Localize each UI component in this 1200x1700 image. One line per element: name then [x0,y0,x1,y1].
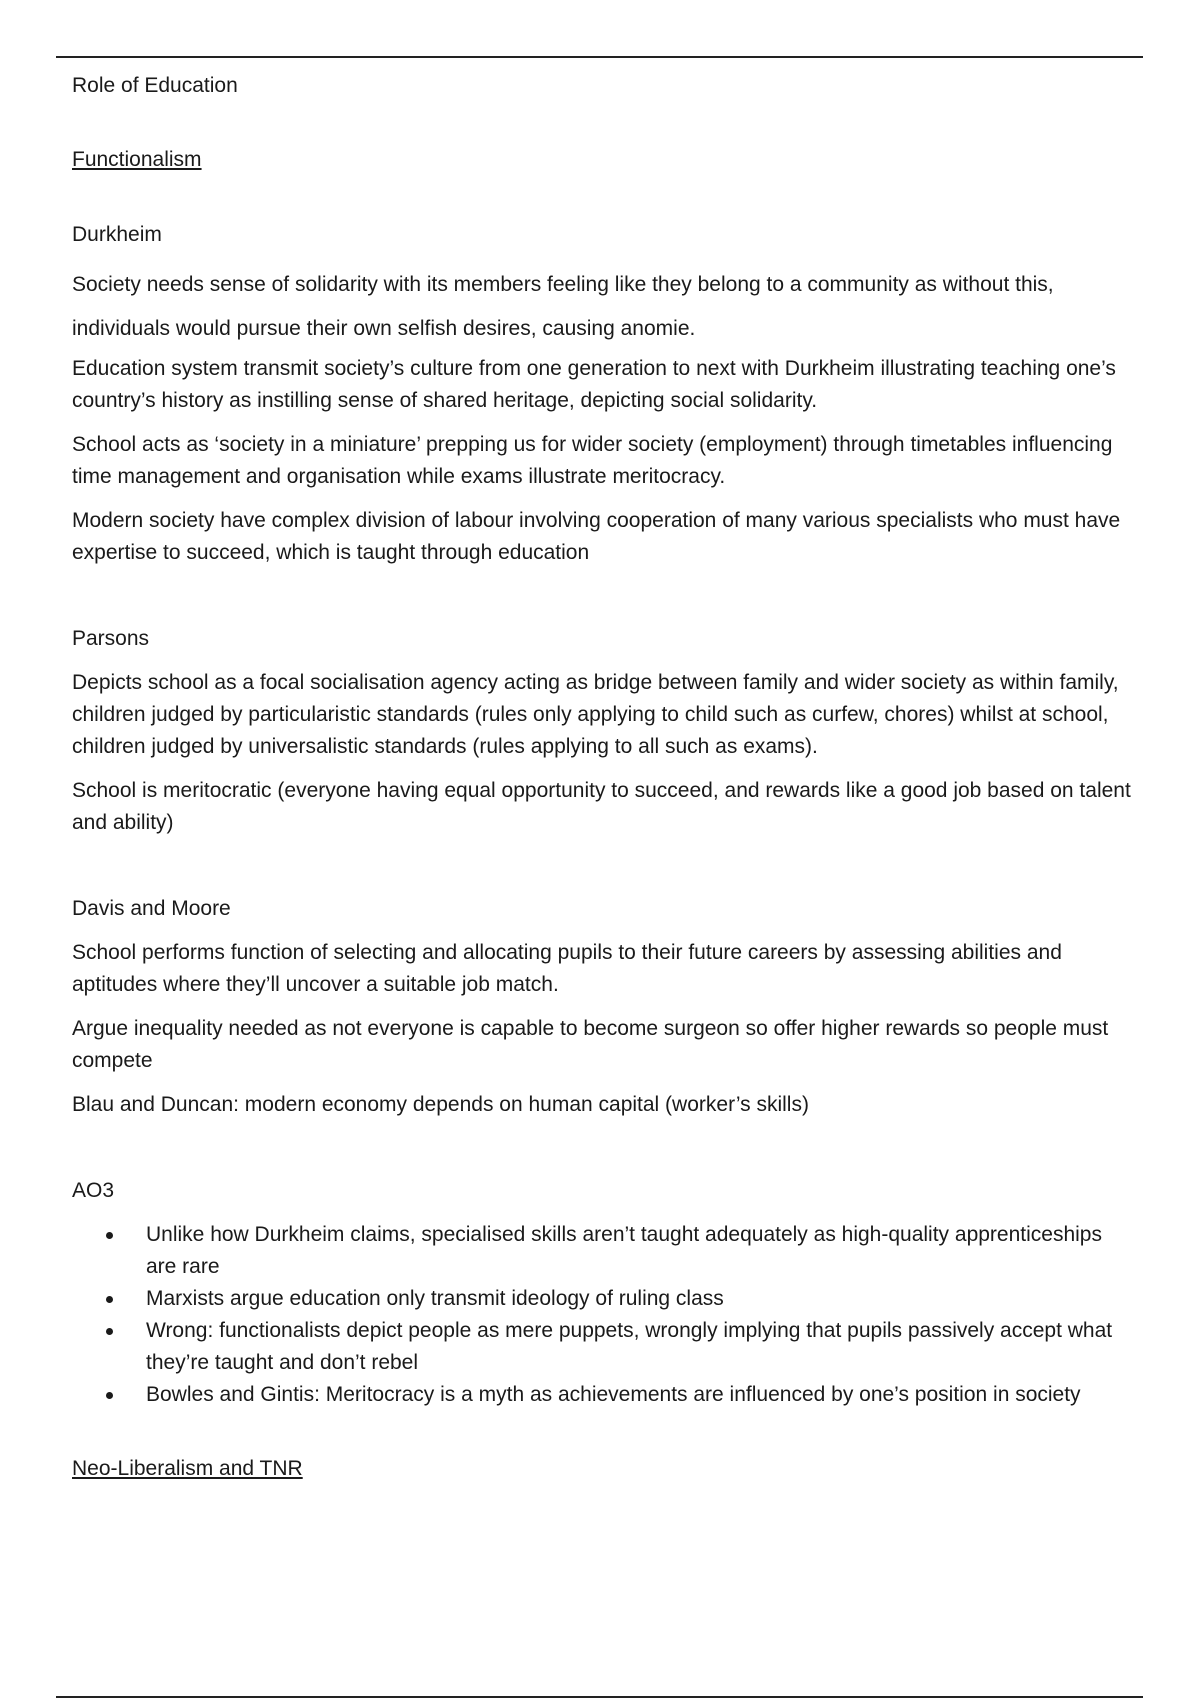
document-body [72,70,1132,1528]
list-item [72,1379,1132,1411]
subheading-ao3: AO3 [72,1179,115,1202]
paragraph: Society needs sense of solidarity with its members feeling like they belong to a community as without this, [72,273,1054,296]
top-border-rule [56,56,1143,58]
durkheim-section [72,219,1132,569]
paragraph: School is meritocratic (everyone having equal opportunity to succeed, and rewards like a good job based on talent and ability) [72,779,1131,834]
spacer [72,1133,1132,1175]
paragraph: School acts as ‘society in a miniature’ prepping us for wider society (employment) through timetables influencing time management and organisation while exams illustrate meritocracy. [72,433,1113,488]
ao3-section [72,1175,1132,1411]
bullet-icon [106,1392,113,1399]
subheading-davis-and-moore: Davis and Moore [72,897,231,920]
section-heading-neo-liberalism: Neo-Liberalism and TNR [72,1457,303,1480]
paragraph: Modern society have complex division of labour involving cooperation of many various specialists who must have expertise to succeed, which is taught through education [72,509,1121,564]
subheading-parsons: Parsons [72,627,150,650]
paragraph: Depicts school as a focal socialisation agency acting as bridge between family and wider society as within family, children judged by particularistic standards (rules only applying to child such as curfew, chores) whilst at school, children judged by universalistic standards (rules applying to all such as exams). [72,671,1119,758]
list-item-text: Wrong: functionalists depict people as mere puppets, wrongly implying that pupils passively accept what they’re taught and don’t rebel [146,1319,1113,1374]
list-item-text: Bowles and Gintis: Meritocracy is a myth as achievements are influenced by one’s position in society [146,1383,1081,1406]
bullet-icon [106,1232,113,1239]
list-item-text: Unlike how Durkheim claims, specialised skills aren’t taught adequately as high-quality apprenticeships are rare [146,1223,1102,1278]
bullet-icon [106,1296,113,1303]
section-heading-functionalism: Functionalism [72,148,202,171]
paragraph: Blau and Duncan: modern economy depends on human capital (worker’s skills) [72,1093,809,1116]
parsons-section [72,623,1132,839]
paragraph: Argue inequality needed as not everyone is capable to become surgeon so offer higher rewards so people must compete [72,1017,1109,1072]
spacer [72,1411,1132,1453]
paragraph: individuals would pursue their own selfish desires, causing anomie. [72,317,696,340]
davis-moore-section [72,893,1132,1121]
document-title: Role of Education [72,74,238,97]
spacer [72,851,1132,893]
bullet-icon [106,1328,113,1335]
paragraph: School performs function of selecting and allocating pupils to their future careers by assessing abilities and aptitudes where they’ll uncover a suitable job match. [72,941,1062,996]
bottom-border-rule [56,1696,1143,1698]
paragraph: Education system transmit society’s culture from one generation to next with Durkheim illustrating teaching one’s country’s history as instilling sense of shared heritage, depicting social solidarity. [72,357,1116,412]
list-item-text: Marxists argue education only transmit ideology of ruling class [146,1287,724,1310]
ao3-bullet-list [72,1219,1132,1411]
subheading-durkheim: Durkheim [72,223,162,246]
list-item [72,1283,1132,1315]
spacer [72,581,1132,623]
list-item [72,1315,1132,1379]
list-item [72,1219,1132,1283]
